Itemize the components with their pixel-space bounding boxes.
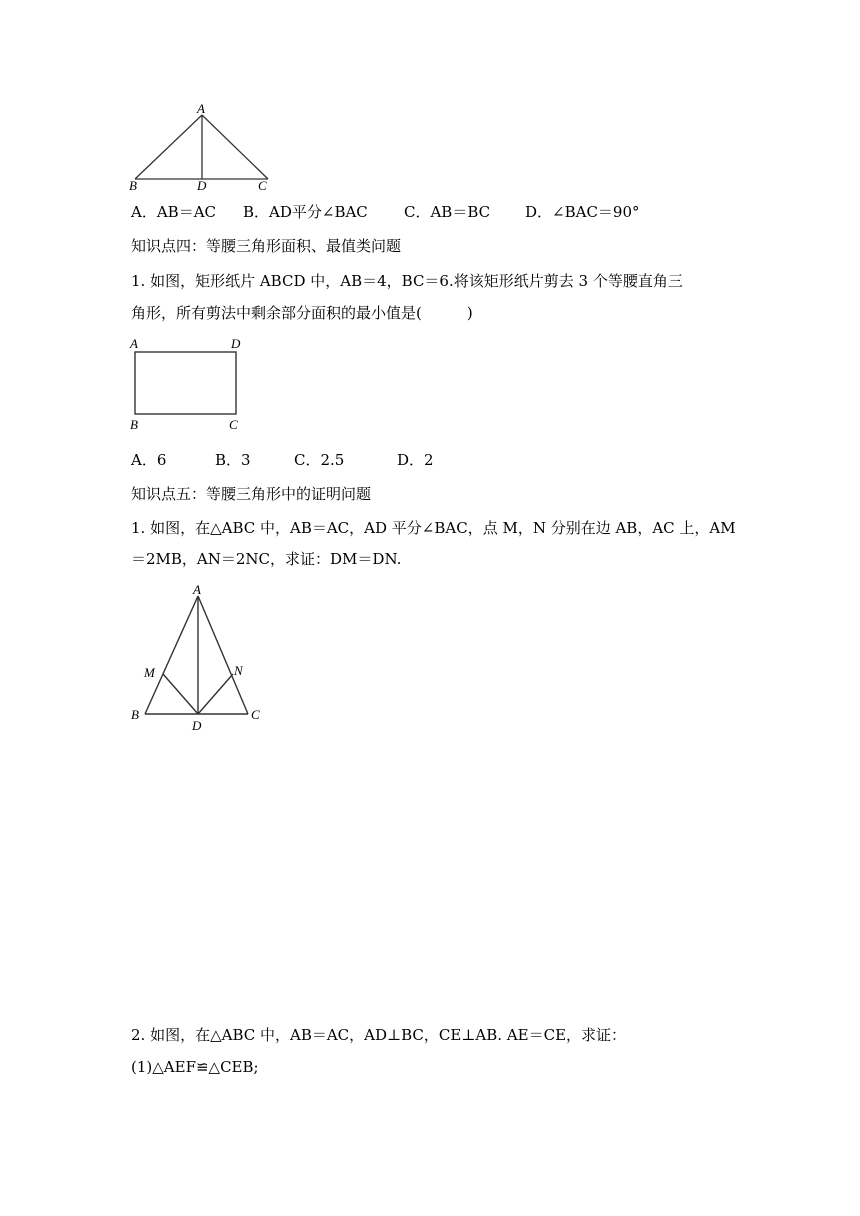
label-B: B [129,178,137,193]
option-c: C．AB＝BC [404,203,491,221]
label-N: N [234,663,243,678]
option-a: A．AB＝AC [131,203,216,221]
prev-options [131,202,731,224]
label-M: M [144,665,155,680]
label-B: B [130,417,138,432]
option-a: A．6 [131,451,167,469]
label-D: D [192,718,202,733]
section-5-title: 知识点五：等腰三角形中的证明问题 [131,485,372,503]
label-A: A [130,336,138,351]
section-4-q1-line1: 1. 如图，矩形纸片 ABCD 中，AB＝4，BC＝6.将该矩形纸片剪去 3 个等腰直角三 [131,272,683,290]
option-b: B．3 [215,451,251,469]
section-4-title: 知识点四：等腰三角形面积、最值类问题 [131,237,402,255]
section-4-q1-line2: 角形，所有剪法中剩余部分面积的最小值是( ) [131,304,473,322]
label-A: A [197,102,205,116]
label-D: D [231,336,241,351]
label-D: D [197,178,207,193]
section-5-q2-line1: 2. 如图，在△ABC 中，AB＝AC，AD⊥BC，CE⊥AB. AE＝CE，求证： [131,1026,627,1044]
option-c: C．2.5 [294,451,345,469]
option-d: D．2 [397,451,434,469]
label-B: B [131,707,139,722]
label-C: C [251,707,260,722]
section-5-q1-line1: 1. 如图，在△ABC 中，AB＝AC，AD 平分∠BAC，点 M，N 分别在边 AB，AC 上，AM [131,519,736,537]
section-5-q2-line2: (1)△AEF≌△CEB; [131,1058,259,1076]
figure-rectangle [125,334,255,434]
figure-triangle-altitude [125,102,275,194]
option-d: D．∠BAC＝90° [525,203,640,221]
section-5-q1-line2: ＝2MB，AN＝2NC，求证：DM＝DN. [131,550,402,568]
option-b: B．AD平分∠BAC [243,203,368,221]
label-C: C [229,417,238,432]
label-C: C [258,178,267,193]
figure-isosceles-mn [125,578,275,738]
label-A: A [193,582,201,597]
section-4-options [131,450,531,472]
